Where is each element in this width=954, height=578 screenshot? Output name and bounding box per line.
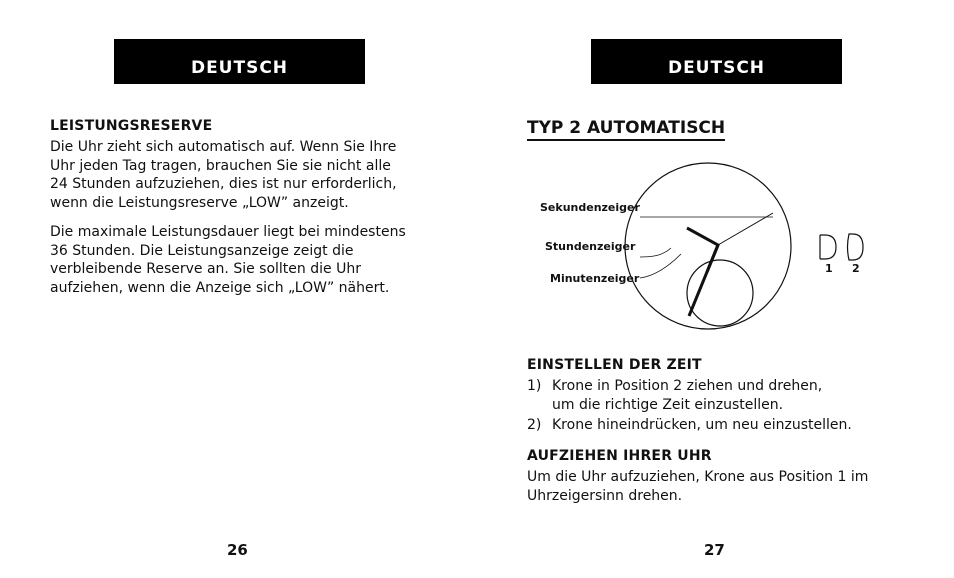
paragraph-line: aufziehen, wenn die Anzeige sich „LOW” nähert. <box>50 279 390 296</box>
paragraph-line: Die maximale Leistungsdauer liegt bei mindestens <box>50 224 406 240</box>
label-hour-hand: Stundenzeiger <box>545 240 636 253</box>
winding-paragraph <box>527 468 917 505</box>
list-line: Krone in Position 2 ziehen und drehen, <box>552 378 823 394</box>
section-heading: AUFZIEHEN IHRER UHR <box>527 448 712 464</box>
time-setting-section <box>527 357 927 435</box>
paragraph-line: Die Uhr zieht sich automatisch auf. Wenn Sie Ihre <box>50 139 397 155</box>
section-heading: LEISTUNGSRESERVE <box>50 118 213 134</box>
paragraph-2 <box>50 223 420 297</box>
list-number: 2) <box>527 417 542 433</box>
crown-position-2 <box>848 234 864 260</box>
paragraph-line: 36 Stunden. Die Leistungsanzeige zeigt die <box>50 242 354 259</box>
list-number: 1) <box>527 378 542 394</box>
power-reserve-section <box>50 118 420 297</box>
paragraph-line: verbleibende Reserve an. Sie sollten die Uhr <box>50 261 361 277</box>
page-title: TYP 2 AUTOMATISCH <box>527 118 725 141</box>
language-header: DEUTSCH <box>114 39 365 84</box>
winding-section <box>527 448 917 505</box>
list-item <box>527 416 927 435</box>
paragraph-1 <box>50 138 420 212</box>
list-line: um die richtige Zeit einzustellen. <box>552 396 784 413</box>
watch-diagram <box>477 160 954 340</box>
page-number: 26 <box>227 541 248 559</box>
right-page <box>477 0 954 578</box>
list-text <box>552 377 822 414</box>
leader-line-hour <box>640 248 671 257</box>
section-heading: EINSTELLEN DER ZEIT <box>527 357 702 373</box>
crown-label-2: 2 <box>852 262 860 275</box>
label-second-hand: Sekundenzeiger <box>540 201 640 214</box>
paragraph-line: Uhr jeden Tag tragen, brauchen Sie sie nicht alle <box>50 157 391 174</box>
paragraph-line: Um die Uhr aufzuziehen, Krone aus Position 1 im <box>527 469 869 485</box>
watch-dial <box>625 163 791 329</box>
second-hand <box>718 213 773 245</box>
paragraph-line: Uhrzeigersinn drehen. <box>527 487 683 504</box>
paragraph-line: 24 Stunden aufzuziehen, dies ist nur erforderlich, <box>50 176 397 192</box>
minute-hand <box>689 245 718 316</box>
label-minute-hand: Minutenzeiger <box>550 272 640 285</box>
paragraph-line: wenn die Leistungsreserve „LOW” anzeigt. <box>50 194 349 211</box>
language-header: DEUTSCH <box>591 39 842 84</box>
list-text: Krone hineindrücken, um neu einzustellen. <box>552 417 852 433</box>
leader-line-minute <box>640 254 681 278</box>
crown-position-1 <box>820 235 836 259</box>
page-number: 27 <box>704 541 725 559</box>
crown-label-1: 1 <box>825 262 833 275</box>
list-item <box>527 377 927 414</box>
